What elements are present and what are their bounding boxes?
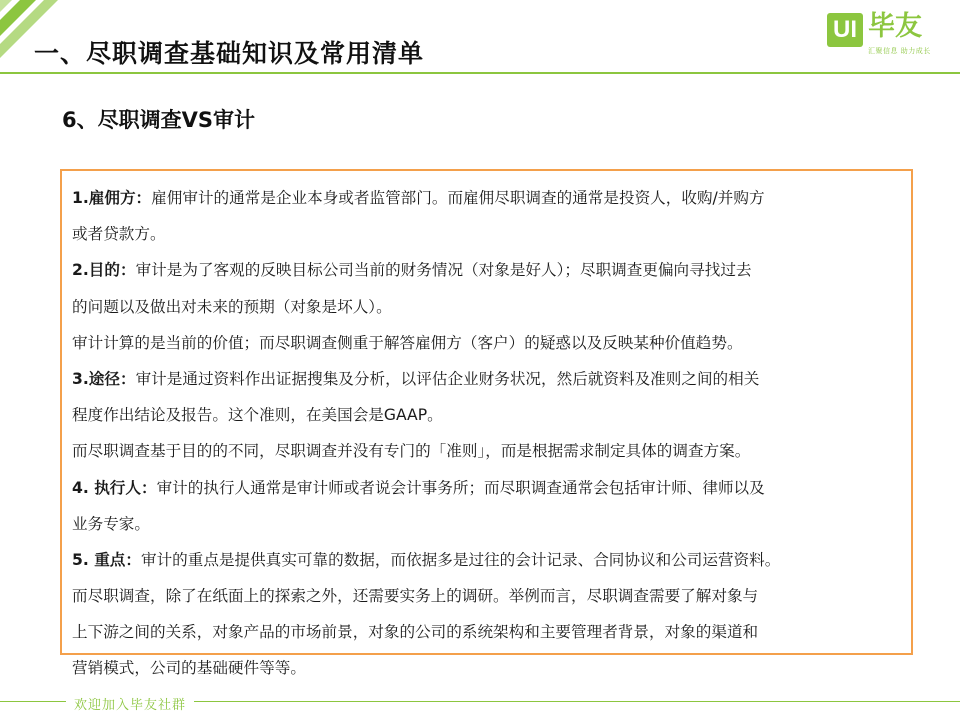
- logo-tagline: 汇聚信息 助力成长: [868, 47, 931, 55]
- item-label-purpose: 2.目的：: [72, 261, 136, 280]
- line-text: 的问题以及做出对未来的预期（对象是坏人）。: [72, 297, 392, 316]
- line-text: 或者贷款方。: [72, 225, 166, 244]
- line-text: 上下游之间的关系，对象产品的市场前景，对象的公司的系统架构和主要管理者背景，对象的渠道和: [72, 623, 759, 642]
- content-line: [72, 650, 903, 686]
- item-label-employer: 1.雇佣方：: [72, 189, 152, 207]
- content-line: [72, 614, 903, 650]
- content-line: [72, 361, 903, 397]
- title-divider: [0, 72, 960, 74]
- line-text: 审计的执行人通常是审计师或者说会计事务所；而尽职调查通常会包括审计师、律师以及: [156, 478, 765, 497]
- logo-name: 毕友: [868, 11, 922, 42]
- line-text: 审计计算的是当前的价值；而尽职调查侧重于解答雇佣方（客户）的疑惑以及反映某种价值趋势。: [72, 333, 743, 352]
- content-line: [72, 506, 903, 542]
- content-line: [72, 433, 903, 469]
- content-line: [72, 542, 903, 578]
- content-line: [72, 325, 903, 361]
- item-label-approach: 3.途径：: [72, 369, 136, 388]
- content-line: [72, 252, 903, 288]
- line-text: 营销模式，公司的基础硬件等等。: [72, 659, 306, 678]
- slide-title: 一、尽职调查基础知识及常用清单: [34, 39, 425, 68]
- item-label-focus: 5. 重点：: [72, 550, 141, 569]
- content-line: [72, 578, 903, 614]
- content-line: [72, 397, 903, 433]
- line-text: 审计是通过资料作出证据搜集及分析，以评估企业财务状况，然后就资料及准则之间的相关: [135, 369, 760, 388]
- content-line: [72, 289, 903, 325]
- item-label-executor: 4. 执行人：: [72, 478, 157, 497]
- section-heading: 6、尽职调查VS审计: [62, 108, 255, 132]
- line-text: 程度作出结论及报告。这个准则，在美国会是GAAP。: [72, 406, 443, 425]
- content-line: [72, 180, 903, 216]
- footer-community-link[interactable]: 欢迎加入毕友社群: [66, 694, 194, 713]
- line-text: 审计的重点是提供真实可靠的数据，而依据多是过往的会计记录、合同协议和公司运营资料。: [140, 550, 781, 569]
- line-text: 雇佣审计的通常是企业本身或者监管部门。而雇佣尽职调查的通常是投资人，收购/并购方: [151, 189, 765, 207]
- content-box: [60, 169, 913, 678]
- line-text: 业务专家。: [72, 514, 150, 533]
- content-line: [72, 216, 903, 252]
- line-text: 而尽职调查，除了在纸面上的探索之外，还需要实务上的调研。举例而言，尽职调查需要了解对象与: [72, 587, 759, 606]
- line-text: 而尽职调查基于目的的不同，尽职调查并没有专门的「准则」，而是根据需求制定具体的调查方案。: [72, 442, 751, 461]
- logo-mark: UI: [827, 13, 863, 47]
- content-line: [72, 470, 903, 506]
- line-text: 审计是为了客观的反映目标公司当前的财务情况（对象是好人）；尽职调查更偏向寻找过去: [135, 261, 752, 280]
- brand-logo: [827, 11, 947, 57]
